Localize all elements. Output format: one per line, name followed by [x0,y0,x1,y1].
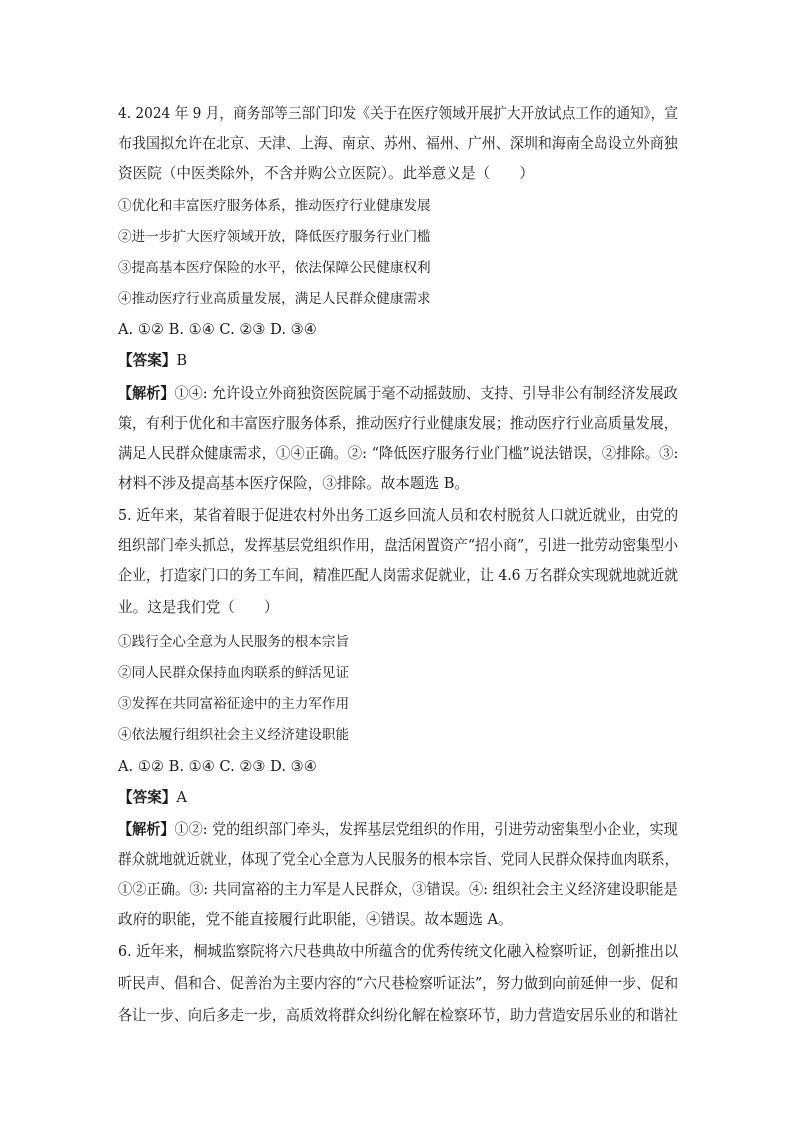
q4-analysis-line-4: 材料不涉及提高基本医疗保险，③排除。故本题选 B。 [118,475,470,492]
q4-analysis-text-1: ①④: 允许设立外商独资医院属于毫不动摇鼓励、支持、引导非公有制经济发展政 [174,385,678,402]
q5-answer-value: A [176,789,187,806]
q4-answer-label: 【答案】 [118,352,177,369]
q4-option-4: ④推动医疗行业高质量发展，满足人民群众健康需求 [118,291,431,307]
q6-stem-line-2: 听民声、倡和合、促善治为主要内容的“六尺巷检察听证法”，努力做到向前延伸一步、促和 [118,975,679,992]
q5-analysis-line-4: 政府的职能，党不能直接履行此职能，④错误。故本题选 A。 [118,911,513,928]
q4-stem-line-1: 4. 2024 年 9 月，商务部等三部门印发《关于在医疗领域开展扩大开放试点工作的通知》，宣 [118,105,678,122]
q4-analysis-line-1 [118,384,678,404]
q5-answer-label: 【答案】 [118,789,177,806]
q5-stem-line-1: 5. 近年来，某省着眼于促进农村外出务工返乡回流人员和农村脱贫人口就近就业，由党的 [118,507,679,524]
q5-option-2: ②同人民群众保持血肉联系的鲜活见证 [118,665,350,681]
q5-option-4: ④依法履行组织社会主义经济建设职能 [118,727,350,743]
q6-stem-line-1: 6. 近年来，桐城监察院将六尺巷典故中所蕴含的优秀传统文化融入检察听证，创新推出以 [118,943,679,960]
q4-option-1: ①优化和丰富医疗服务体系，推动医疗行业健康发展 [118,198,431,214]
q5-stem-line-4: 业。这是我们党（ ） [118,599,279,616]
q4-answer [118,351,187,371]
q5-stem-line-2: 组织部门牵头抓总，发挥基层党组织作用，盘活闲置资产“招小商”，引进一批劳动密集型小 [118,537,679,554]
q4-option-3: ③提高基本医疗保险的水平，依法保障公民健康权利 [118,260,431,276]
q4-analysis-label: 【解析】 [118,385,175,402]
q5-option-3: ③发挥在共同富裕征途中的主力军作用 [118,696,350,712]
q4-stem-line-2: 布我国拟允许在北京、天津、上海、南京、苏州、福州、广州、深圳和海南全岛设立外商独 [118,135,678,152]
q4-option-2: ②进一步扩大医疗领域开放，降低医疗服务行业门槛 [118,229,431,245]
q5-analysis-line-2: 群众就地就近就业，体现了党全心全意为人民服务的根本宗旨、党同人民群众保持血肉联系， [118,851,679,868]
q4-answer-value: B [176,352,188,369]
q5-analysis-text-1: ①②: 党的组织部门牵头，发挥基层党组织的作用，引进劳动密集型小企业，实现 [174,821,678,838]
q4-analysis-line-3: 满足人民群众健康需求，①④正确。②: “降低医疗服务行业门槛”说法错误，②排除。③: [118,445,679,462]
q5-analysis-line-3: ①②正确。③: 共同富裕的主力军是人民群众，③错误。④: 组织社会主义经济建设职能是 [118,881,678,898]
q5-option-1: ①践行全心全意为人民服务的根本宗旨 [118,634,350,650]
q4-choices: A. ①② B. ①④ C. ②③ D. ③④ [118,321,317,338]
q5-analysis-label: 【解析】 [118,821,175,838]
q5-analysis-line-1 [118,820,678,840]
q5-stem-line-3: 企业，打造家门口的务工车间，精准匹配人岗需求促就业，让 4.6 万名群众实现就地就近就 [118,567,679,584]
q4-analysis-line-2: 策，有利于优化和丰富医疗服务体系，推动医疗行业健康发展；推动医疗行业高质量发展， [118,415,678,432]
q5-answer [118,788,187,808]
q4-stem-line-3: 资医院（中医类除外，不含并购公立医院）。此举意义是（ ） [118,165,534,182]
q5-choices: A. ①② B. ①④ C. ②③ D. ③④ [118,758,317,775]
q6-stem-line-3: 各让一步、向后多走一步，高质效将群众纠纷化解在检察环节，助力营造安居乐业的和谐社 [118,1007,678,1024]
